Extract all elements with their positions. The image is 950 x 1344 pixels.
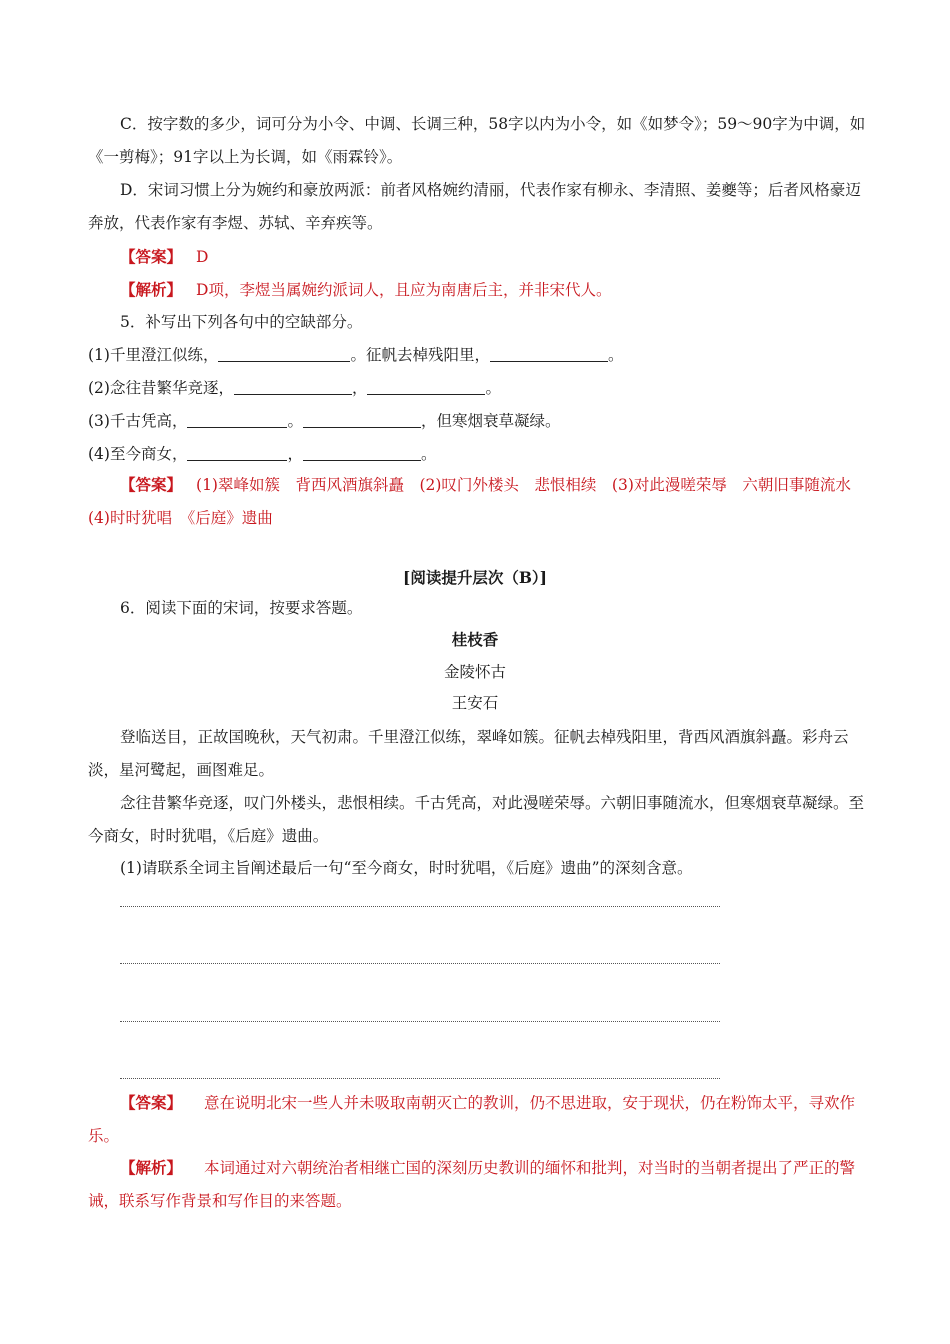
line-text: 。征帆去棹残阳里， bbox=[350, 346, 490, 364]
answer-text: D bbox=[196, 248, 209, 266]
option-d: D．宋词习惯上分为婉约和豪放两派：前者风格婉约清丽，代表作家有柳永、李清照、姜夔等；后者风格豪迈奔放，代表作家有李煜、苏轼、辛弃疾等。 bbox=[88, 181, 861, 232]
fill-blank[interactable] bbox=[303, 409, 421, 428]
line-text: 。 bbox=[607, 346, 624, 364]
line-text: ， bbox=[351, 379, 368, 397]
q5-answer bbox=[88, 468, 868, 535]
line-text: 。 bbox=[485, 379, 501, 397]
line-text: (1)千里澄江似练， bbox=[88, 346, 219, 364]
q4-analysis bbox=[88, 273, 868, 307]
line-text: (3)千古凭高， bbox=[88, 412, 188, 430]
answer-tag: 【答案】 bbox=[120, 1093, 183, 1112]
poem-stanza-2: 念往昔繁华竞逐，叹门外楼头，悲恨相续。千古凭高，对此漫嗟荣辱。六朝旧事随流水，但寒烟衰草凝绿。至今商女，时时犹唱，《后庭》遗曲。 bbox=[88, 794, 865, 845]
poem-stanza-1: 登临送目，正故国晚秋，天气初肃。千里澄江似练，翠峰如簇。征帆去棹残阳里，背西风酒旗斜矗。彩舟云淡，星河鹭起，画图难足。 bbox=[88, 728, 849, 779]
line-text: ，但寒烟衰草凝绿。 bbox=[420, 412, 561, 430]
fill-blank[interactable] bbox=[187, 409, 287, 428]
answer-line[interactable] bbox=[120, 906, 720, 907]
fill-blank[interactable] bbox=[218, 343, 350, 362]
answer-text: (1)翠峰如簇 背西风酒旗斜矗 (2)叹门外楼头 悲恨相续 (3)对此漫嗟荣辱 六朝旧事随流水 (4)时时犹唱 《后庭》遗曲 bbox=[88, 476, 867, 527]
fill-blank[interactable] bbox=[187, 442, 287, 461]
q4-answer bbox=[88, 240, 868, 274]
line-text: (2)念往昔繁华竞逐， bbox=[88, 379, 234, 397]
q6-stem: 6．阅读下面的宋词，按要求答题。 bbox=[120, 599, 363, 617]
analysis-text: 本词通过对六朝统治者相继亡国的深刻历史教训的缅怀和批判，对当时的当朝者提出了严正的警诫，联系写作背景和写作目的来答题。 bbox=[88, 1159, 856, 1210]
analysis-tag: 【解析】 bbox=[120, 280, 183, 299]
q5-line-3 bbox=[88, 405, 868, 438]
analysis-text: D项，李煜当属婉约派词人，且应为南唐后主，并非宋代人。 bbox=[196, 281, 612, 299]
answer-line[interactable] bbox=[120, 963, 720, 964]
fill-blank[interactable] bbox=[303, 442, 421, 461]
q6-analysis bbox=[88, 1151, 868, 1218]
q6-answer bbox=[88, 1086, 868, 1153]
poem-title: 桂枝香 bbox=[451, 630, 499, 649]
poem-subtitle: 金陵怀古 bbox=[443, 663, 506, 681]
analysis-tag: 【解析】 bbox=[120, 1158, 183, 1177]
fill-blank[interactable] bbox=[367, 376, 485, 395]
line-text: 。 bbox=[287, 412, 303, 430]
answer-tag: 【答案】 bbox=[120, 247, 183, 266]
q5-line-4 bbox=[88, 438, 868, 471]
line-text: (4)至今商女， bbox=[88, 445, 188, 463]
line-text: 。 bbox=[420, 445, 437, 463]
q6-sub-question-1: (1)请联系全词主旨阐述最后一句“至今商女，时时犹唱，《后庭》遗曲”的深刻含意。 bbox=[120, 859, 693, 877]
answer-text: 意在说明北宋一些人并未吸取南朝灭亡的教训，仍不思进取，安于现状，仍在粉饰太平，寻欢作乐。 bbox=[88, 1094, 856, 1145]
fill-blank[interactable] bbox=[490, 343, 608, 362]
q5-line-1 bbox=[88, 339, 868, 372]
line-text: ， bbox=[287, 445, 303, 463]
fill-blank[interactable] bbox=[234, 376, 352, 395]
option-c: C．按字数的多少，词可分为小令、中调、长调三种，58字以内为小令，如《如梦令》；59～90字为中调，如《一剪梅》；91字以上为长调，如《雨霖铃》。 bbox=[88, 115, 866, 166]
answer-tag: 【答案】 bbox=[120, 475, 183, 494]
answer-line[interactable] bbox=[120, 1021, 720, 1022]
q5-line-2 bbox=[88, 372, 868, 405]
q5-stem: 5．补写出下列各句中的空缺部分。 bbox=[120, 313, 363, 331]
section-title: [阅读提升层次（B）] bbox=[402, 568, 548, 587]
poem-author: 王安石 bbox=[451, 694, 499, 712]
answer-line[interactable] bbox=[120, 1078, 720, 1079]
